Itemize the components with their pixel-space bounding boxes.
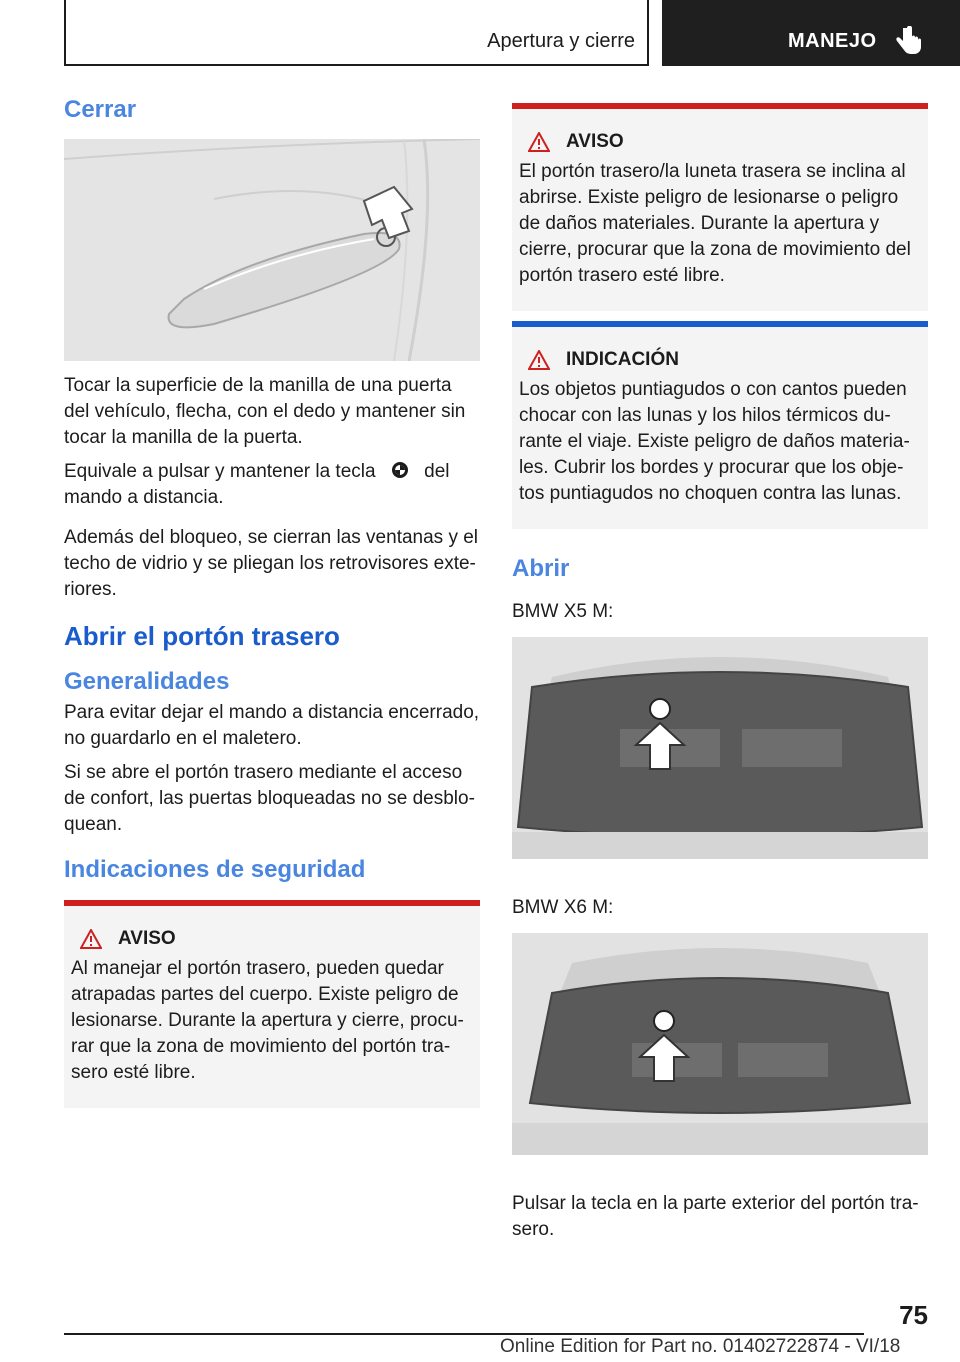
right-column xyxy=(512,103,928,1251)
aviso-text-left: Al manejar el portón trasero, pueden quedar atrapadas partes del cuerpo. Existe peligro de lesionarse. Durante la apertura y cierre, procurar que la zona de movimiento del portón trasero esté libre. xyxy=(71,958,464,1083)
aviso-text-right: El portón trasero/la luneta trasera se inclina al abrirse. Existe peligro de lesionarse o peligro de daños materiales. Durante la apertura y cierre, procurar que la zona de movimiento del portón trasero esté libre. xyxy=(519,161,911,286)
cerrar-heading: Cerrar xyxy=(64,96,137,123)
aviso-box-right xyxy=(512,103,928,311)
warning-triangle-icon xyxy=(528,350,550,370)
x5-label: BMW X5 M: xyxy=(512,601,614,622)
cerrar-paragraph-2: Equivale a pulsar y mantener la tecla del mando a distancia. xyxy=(64,461,450,508)
abrir-heading: Abrir xyxy=(512,555,570,582)
aviso-title-right: AVISO xyxy=(566,131,624,152)
warning-triangle-icon xyxy=(80,929,102,949)
bmw-x5-tailgate-illustration xyxy=(512,637,928,859)
warning-triangle-icon xyxy=(528,132,550,152)
footer-edition: Online Edition for Part no. 01402722874 - VI/18 xyxy=(500,1336,901,1357)
indicacion-box xyxy=(512,321,928,529)
aviso-title-left: AVISO xyxy=(118,928,176,949)
page-number: 75 xyxy=(899,1300,928,1330)
generalidades-paragraph-1: Para evitar dejar el mando a distancia encerrado, no guardarlo en el maletero. xyxy=(64,702,480,749)
indicacion-title: INDICACIÓN xyxy=(566,349,679,370)
header-rule xyxy=(64,64,649,66)
header-chapter-tab xyxy=(662,0,960,66)
footer-rule xyxy=(64,1333,864,1335)
generalidades-heading: Generalidades xyxy=(64,668,230,695)
door-handle-illustration xyxy=(64,139,480,361)
indicacion-text: Los objetos puntiagudos o con cantos pueden chocar con las lunas y los hilos térmicos durante el viaje. Existe peligro de daños materiales. Cubrir los bordes y procurar que los objetos puntiagudos no choquen contra las lunas. xyxy=(519,379,910,504)
x6-label: BMW X6 M: xyxy=(512,897,614,918)
bmw-x6-tailgate-illustration xyxy=(512,933,928,1155)
cerrar-paragraph-1: Tocar la superficie de la manilla de una puerta del vehículo, flecha, con el dedo y mantener sin tocar la manilla de la puerta. xyxy=(64,375,466,448)
header-section-title: Apertura y cierre xyxy=(487,30,635,52)
steering-hand-icon xyxy=(894,26,922,56)
left-column xyxy=(64,96,480,1108)
generalidades-paragraph-2: Si se abre el portón trasero mediante el acceso de confort, las puertas bloqueadas no se desbloquean. xyxy=(64,762,475,835)
aviso-box-left xyxy=(64,900,480,1108)
header-chapter-title: MANEJO xyxy=(788,30,877,52)
seguridad-heading: Indicaciones de seguridad xyxy=(64,856,366,883)
porton-heading: Abrir el portón trasero xyxy=(64,621,340,651)
lock-key-icon xyxy=(391,461,409,479)
cerrar-paragraph-3: Además del bloqueo, se cierran las ventanas y el techo de vidrio y se pliegan los retrovisores exteriores. xyxy=(64,527,479,600)
abrir-text: Pulsar la tecla en la parte exterior del portón trasero. xyxy=(512,1193,919,1240)
